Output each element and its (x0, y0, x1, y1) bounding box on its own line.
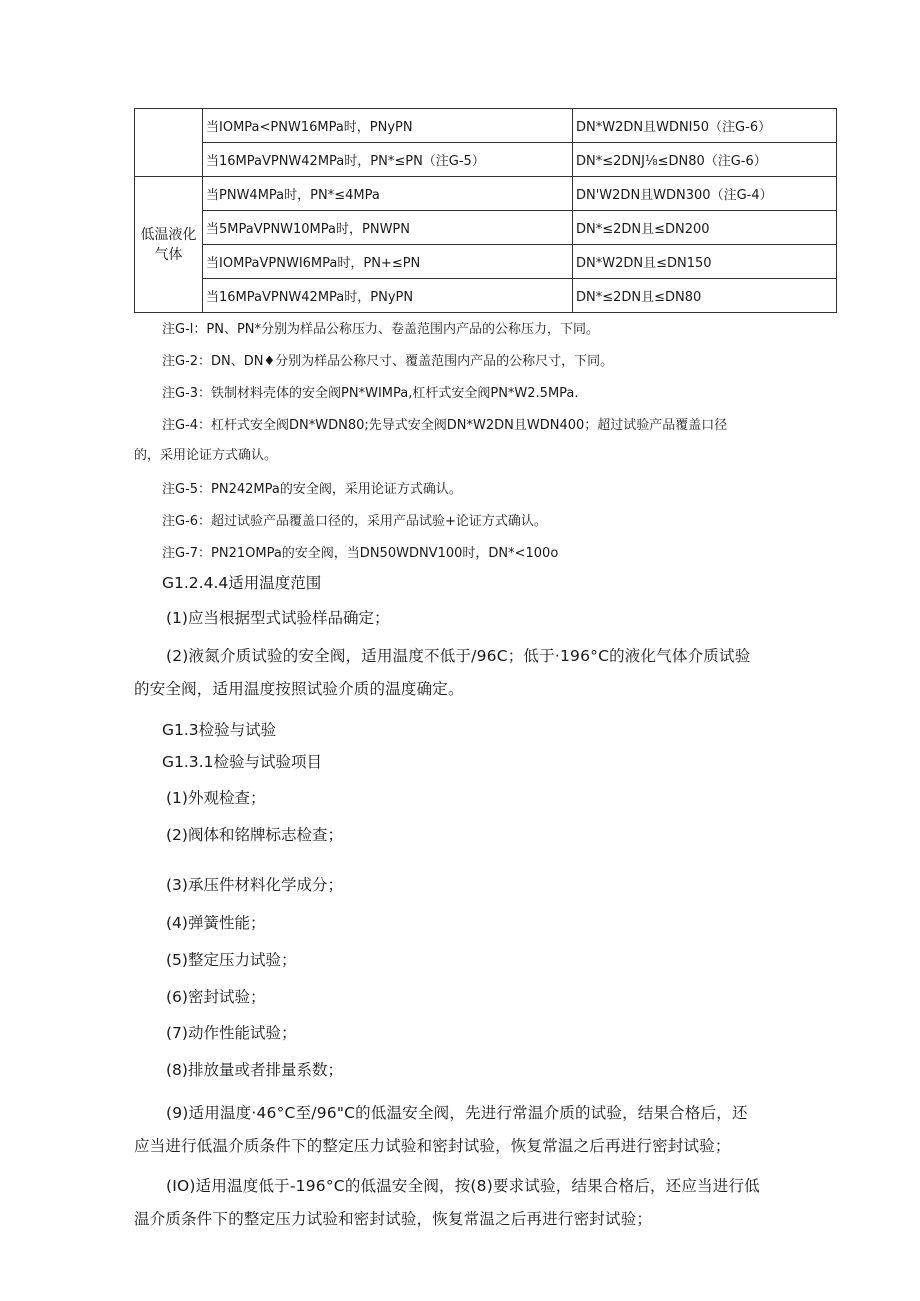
list-item: (9)适用温度·46°C至/96"C的低温安全阀，先进行常温介质的试验，结果合格后，还 (166, 1104, 748, 1122)
list-item: (1)应当根据型式试验样品确定； (166, 609, 390, 627)
note-g2: 注G-2：DN、DN♦分别为样品公称尺寸、覆盖范围内产品的公称尺寸，下同。 (162, 354, 614, 369)
list-item: (8)排放量或者排量系数； (166, 1061, 343, 1079)
list-item: (3)承压件材料化学成分； (166, 876, 343, 894)
pressure-cell: 当IOMPaVPNWI6MPa时，PN+≤PN (203, 245, 573, 279)
note-g1: 注G-l：PN、PN*分别为样品公称压力、卷盖范围内产品的公称压力，下同。 (162, 322, 600, 337)
subsection-heading: G1.3.1检验与试验项目 (162, 753, 322, 771)
list-item-continued: 应当进行低温介质条件下的整定压力试验和密封试验，恢复常温之后再进行密封试验； (134, 1137, 731, 1155)
note-g4-continued: 的，采用论证方式确认。 (134, 448, 278, 463)
pressure-cell: 当IOMPa<PNW16MPa时，PNyPN (203, 109, 573, 143)
table-row (135, 279, 837, 313)
list-item: (IO)适用温度低于-196°C的低温安全阀，按(8)要求试验，结果合格后，还应当进行低 (166, 1177, 760, 1195)
note-g5: 注G-5：PN242MPa的安全阀，采用论证方式确认。 (162, 482, 462, 497)
note-g3: 注G-3：铁制材料壳体的安全阀PN*WIMPa,杠杆式安全阀PN*W2.5MPa. (162, 386, 579, 401)
diameter-cell: DN*W2DN且≤DN150 (573, 245, 837, 279)
diameter-cell: DN*W2DN且WDNI50（注G-6） (573, 109, 837, 143)
list-item: (4)弹簧性能； (166, 914, 266, 932)
section-heading: G1.3检验与试验 (162, 721, 277, 739)
list-item-continued: 的安全阀，适用温度按照试验介质的温度确定。 (134, 680, 464, 698)
pressure-cell: 当16MPaVPNW42MPa时，PNyPN (203, 279, 573, 313)
list-item: (2)阀体和铭牌标志检查； (166, 826, 343, 844)
pressure-cell: 当PNW4MPa时，PN*≤4MPa (203, 177, 573, 211)
note-g7: 注G-7：PN21OMPa的安全阀，当DN50WDNV100时，DN*<100o (162, 546, 559, 561)
diameter-cell: DN'W2DN且WDN300（注G-4） (573, 177, 837, 211)
group-cell-low-temp: 低温液化气体 (135, 177, 203, 313)
group-cell-continued (135, 109, 203, 177)
list-item: (1)外观检查； (166, 789, 266, 807)
diameter-cell: DN*≤2DN且≤DN80 (573, 279, 837, 313)
list-item-continued: 温介质条件下的整定压力试验和密封试验，恢复常温之后再进行密封试验； (134, 1210, 653, 1228)
list-item: (6)密封试验； (166, 988, 266, 1006)
diameter-cell: DN*≤2DNJ⅛≤DN80（注G-6） (573, 143, 837, 177)
table-row (135, 143, 837, 177)
table-row (135, 245, 837, 279)
list-item: (7)动作性能试验； (166, 1024, 297, 1042)
list-item: (2)液氮介质试验的安全阀，适用温度不低于/96C；低于·196°C的液化气体介质试验 (166, 647, 751, 665)
list-item: (5)整定压力试验； (166, 951, 297, 969)
table-row (135, 211, 837, 245)
diameter-cell: DN*≤2DN且≤DN200 (573, 211, 837, 245)
pressure-cell: 当16MPaVPNW42MPa时，PN*≤PN（注G-5） (203, 143, 573, 177)
pressure-cell: 当5MPaVPNW10MPa时，PNWPN (203, 211, 573, 245)
note-g6: 注G-6：超过试验产品覆盖口径的，采用产品试验+论证方式确认。 (162, 514, 547, 529)
note-g4: 注G-4：杠杆式安全阀DN*WDN80;先导式安全阀DN*W2DN且WDN400；超过试验产品覆盖口径 (162, 418, 728, 433)
table-row (135, 109, 837, 143)
section-heading: G1.2.4.4适用温度范围 (162, 574, 322, 592)
table-row (135, 177, 837, 211)
coverage-table (134, 108, 837, 313)
